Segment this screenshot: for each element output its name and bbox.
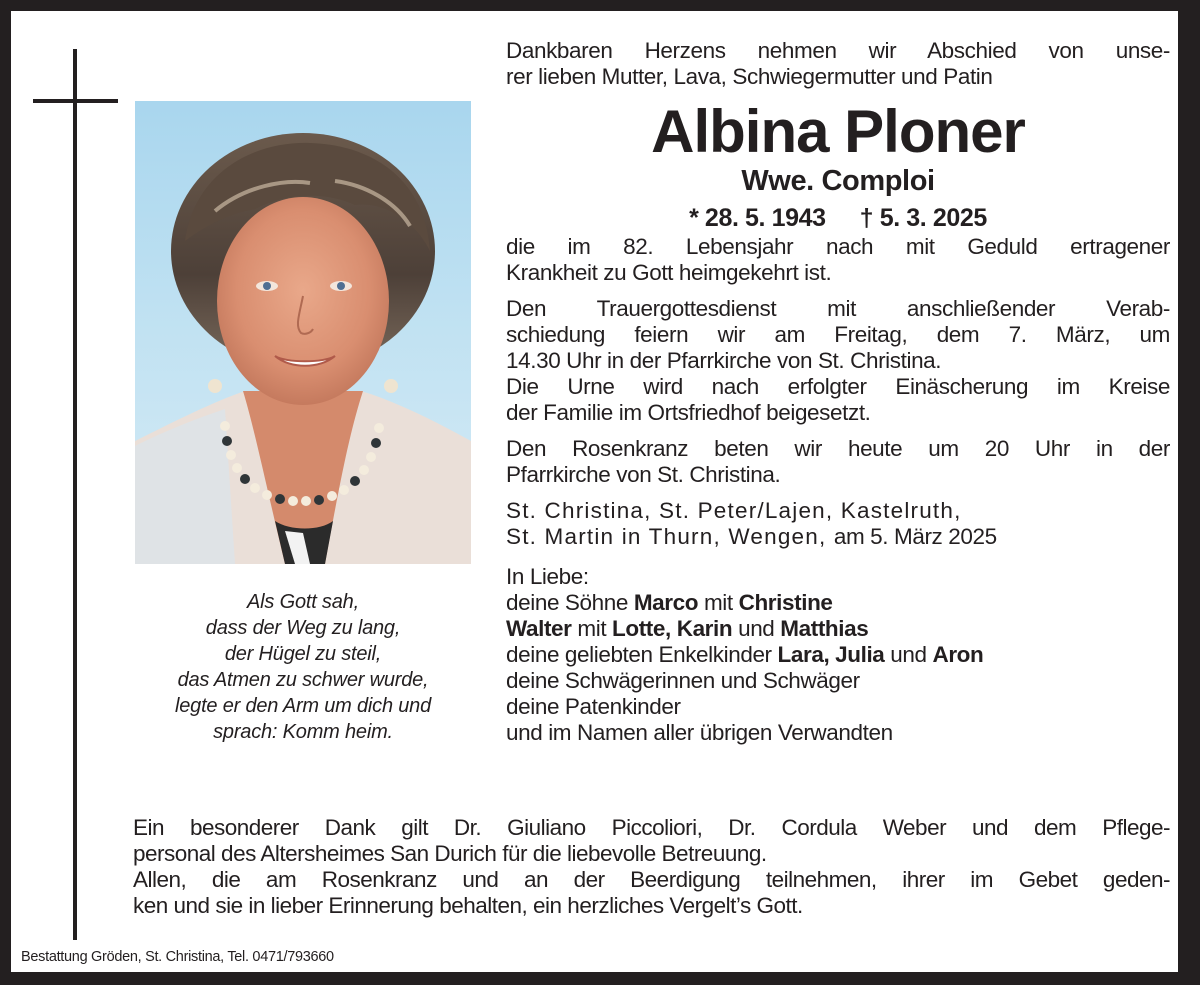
mourner-line: und im Namen aller übrigen Verwandten (506, 720, 893, 745)
thanks-line: personal des Altersheimes San Durich für die liebevolle Betreuung. (133, 841, 767, 866)
mourner-text: und (732, 616, 781, 641)
mourner-name: Marco (633, 590, 699, 615)
intro-text (506, 38, 1170, 90)
service-line: Die Urne wird nach erfolgter Einäscherung im Kreise (506, 374, 1170, 399)
mourner-text: und (884, 642, 933, 667)
service-line: der Familie im Ortsfriedhof beigesetzt. (506, 400, 871, 425)
undertaker-footer: Bestattung Gröden, St. Christina, Tel. 0471/793660 (21, 949, 334, 965)
portrait-illustration (135, 101, 471, 564)
obituary-card (11, 11, 1178, 972)
deceased-name: Albina Ploner (651, 98, 1025, 165)
mourner-name: Aron (932, 642, 984, 667)
service-text (506, 296, 1170, 426)
mourners-list (506, 564, 1170, 746)
age-text (506, 234, 1170, 286)
mourner-text: mit (698, 590, 739, 615)
thanks-line: Ein besonderer Dank gilt Dr. Giuliano Piccoliori, Dr. Cordula Weber und dem Pflege- (133, 815, 1170, 840)
intro-line: Dankbaren Herzens nehmen wir Abschied von unse- (506, 38, 1170, 63)
cross-horizontal-bar (33, 99, 118, 103)
mourner-line: deine Schwägerinnen und Schwäger (506, 668, 860, 693)
widow-of: Wwe. Comploi (741, 165, 935, 197)
places-line (506, 524, 1170, 550)
intro-line: rer lieben Mutter, Lava, Schwiegermutter und Patin (506, 64, 993, 89)
death-date: † 5. 3. 2025 (859, 204, 987, 232)
mourner-line (506, 642, 1170, 668)
mourner-line (506, 616, 1170, 642)
rosary-line: Den Rosenkranz beten wir heute um 20 Uhr in der (506, 436, 1170, 461)
rosary-line: Pfarrkirche von St. Christina. (506, 462, 781, 487)
age-line: die im 82. Lebensjahr nach mit Geduld ertragener (506, 234, 1170, 259)
poem-line: dass der Weg zu lang, (205, 617, 401, 639)
mourner-line (506, 590, 1170, 616)
cross-vertical-bar (73, 49, 77, 940)
mourner-name: Christine (738, 590, 833, 615)
poem-line: legte er den Arm um dich und (174, 695, 432, 717)
portrait-photo (135, 101, 471, 564)
age-line: Krankheit zu Gott heimgekehrt ist. (506, 260, 832, 285)
thanks-text (133, 815, 1170, 919)
places-line: St. Christina, St. Peter/Lajen, Kastelruth, (506, 498, 962, 523)
mourner-text: deine geliebten Enkelkinder (506, 642, 778, 667)
notice-text (506, 38, 1170, 746)
service-line: schiedung feiern wir am Freitag, dem 7. März, um (506, 322, 1170, 347)
places-text: St. Martin in Thurn, Wengen, (506, 524, 827, 549)
poem-line: der Hügel zu steil, (224, 643, 382, 665)
poem-line: das Atmen zu schwer wurde, (177, 669, 429, 691)
mourners-heading: In Liebe: (506, 564, 589, 589)
mourner-name: Matthias (780, 616, 869, 641)
thanks-line: ken und sie in lieber Erinnerung behalten, ein herzliches Vergelt’s Gott. (133, 893, 803, 918)
memorial-poem (135, 589, 471, 745)
poem-line: Als Gott sah, (247, 591, 359, 613)
places-and-date (506, 498, 1170, 550)
mourner-line: deine Patenkinder (506, 694, 681, 719)
rosary-text (506, 436, 1170, 488)
poem-line: sprach: Komm heim. (213, 721, 393, 743)
mourner-name: Lara, Julia (777, 642, 885, 667)
notice-date: am 5. März 2025 (833, 524, 997, 549)
mourner-name: Lotte, Karin (612, 616, 733, 641)
service-line: 14.30 Uhr in der Pfarrkirche von St. Christina. (506, 348, 942, 373)
thanks-line: Allen, die am Rosenkranz und an der Beerdigung teilnehmen, ihrer im Gebet geden- (133, 867, 1170, 892)
mourner-text: deine Söhne (506, 590, 634, 615)
life-dates (506, 202, 1170, 234)
service-line: Den Trauergottesdienst mit anschließender Verab- (506, 296, 1170, 321)
mourner-text: mit (571, 616, 613, 641)
mourner-name: Walter (506, 616, 572, 641)
birth-date: * 28. 5. 1943 (689, 204, 826, 232)
